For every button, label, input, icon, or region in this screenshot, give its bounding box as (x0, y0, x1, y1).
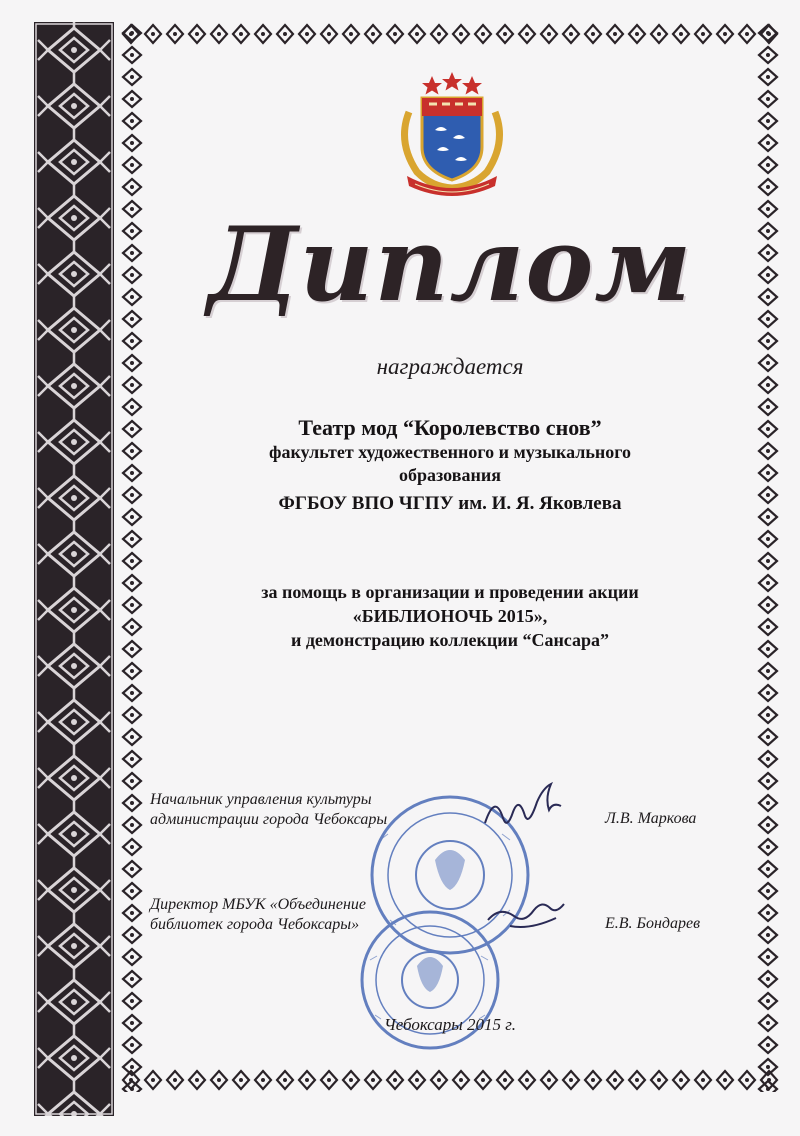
reason-line-2: «БИБЛИОНОЧЬ 2015», (352, 606, 548, 626)
reason-line-3: и демонстрацию коллекции “Сансара” (290, 630, 610, 650)
signatory-2-title-line1: Директор МБУК «Объединение (150, 896, 367, 913)
awardee-block (150, 415, 750, 517)
awardee-university: ФГБОУ ВПО ЧГПУ им. И. Я. Яковлева (278, 493, 622, 514)
reason-line-1: за помощь в организации и проведении акции (261, 582, 639, 602)
left-ornament-band (34, 22, 114, 1116)
signature-markova (480, 778, 570, 838)
signatory-2-name: Е.В. Бондарев (605, 915, 701, 932)
signatory-1-name: Л.В. Маркова (605, 810, 697, 827)
place-date: Чебоксары 2015 г. (384, 1015, 516, 1034)
awardee-faculty: факультет художественного и музыкального (269, 442, 631, 462)
frame-left-ornament (120, 22, 144, 1092)
frame-right-ornament (756, 22, 780, 1092)
frame-bottom-ornament (120, 1068, 780, 1092)
awardee-faculty-cont: образования (399, 465, 501, 485)
signatory-1-title-line1: Начальник управления культуры (150, 791, 372, 808)
diploma-content (150, 60, 750, 1060)
frame-top-ornament (120, 22, 780, 46)
signatory-1-title-line2: администрации города Чебоксары (150, 811, 388, 828)
cheboksary-emblem (387, 72, 517, 198)
award-reason (150, 580, 750, 652)
signatory-2-title-line2: библиотек города Чебоксары» (150, 916, 360, 933)
diploma-title: Диплом (207, 205, 693, 325)
signature-bondarev (480, 890, 570, 940)
awardee-name: Театр мод “Королевство снов” (298, 415, 602, 440)
award-subtitle: награждается (376, 354, 524, 379)
